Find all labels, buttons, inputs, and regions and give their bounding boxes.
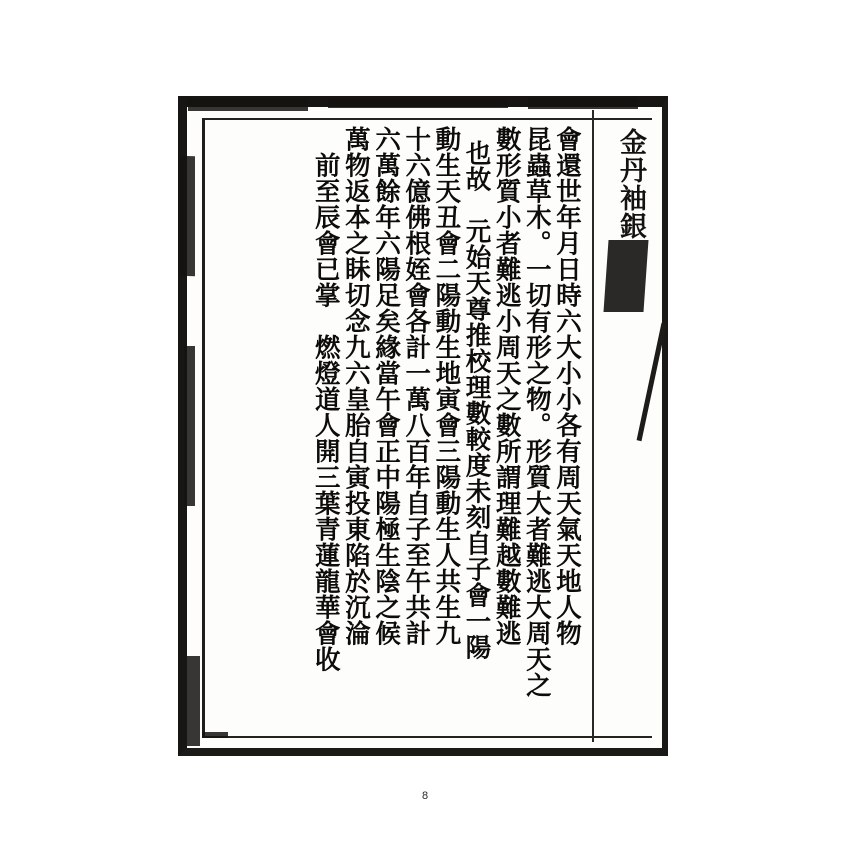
text-column: 動生天丑會二陽動生地寅會三陽動生人共生九: [431, 126, 462, 646]
banxin-title: 金丹袖銀: [615, 128, 646, 240]
ink-smudge: [187, 656, 200, 746]
text-column: 前至辰會已掌 燃燈道人開三葉青蓮龍華會收: [310, 152, 341, 672]
page-number: 8: [421, 790, 429, 802]
banxin-gutter: [592, 110, 660, 742]
ink-smudge: [202, 732, 228, 738]
ink-smudge: [184, 346, 195, 506]
text-column: 萬物返本之眛切念九六皇胎自寅投東陷於沉淪: [340, 126, 371, 646]
text-column: 十六億佛根姪會各計一萬八百年自子至午共計: [401, 126, 432, 646]
ink-smudge: [188, 98, 308, 111]
ink-smudge: [528, 97, 638, 109]
text-column: 昆蟲草木。一切有形之物。形質大者難逃大周天之: [521, 126, 552, 698]
text-column: 會還世年月日時六大小小各有周天氣天地人物: [552, 126, 582, 646]
scanned-page-image: [178, 96, 668, 756]
text-column-group: [212, 126, 580, 728]
text-column: 也故 元始天尊推校理數較度未刻自子會一陽: [461, 140, 492, 660]
ink-smudge: [180, 156, 195, 277]
ink-smudge: [328, 99, 508, 108]
text-column: 六萬餘年六陽足矣緣當午會正中陽極生陰之候: [371, 126, 402, 646]
text-column: 數形質小者難逃小周天之數所謂理難越數難逃: [491, 126, 522, 646]
ink-blot-mark: [603, 240, 648, 312]
